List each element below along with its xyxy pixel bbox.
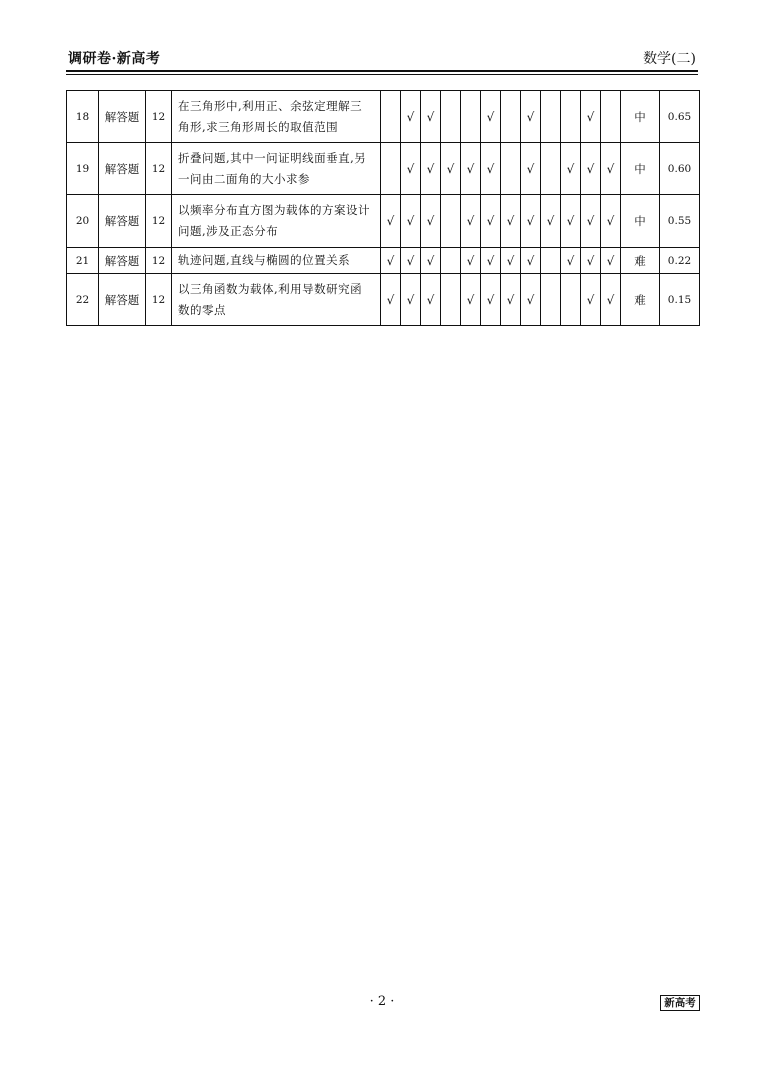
check-cell: √ <box>461 248 481 274</box>
question-type: 解答题 <box>99 274 146 326</box>
question-number: 22 <box>67 274 99 326</box>
question-number: 20 <box>67 195 99 248</box>
header-subject: 数学(二) <box>643 51 696 67</box>
check-cell: √ <box>581 143 601 195</box>
check-cell: √ <box>401 195 421 248</box>
table-row <box>67 195 700 248</box>
analysis-table <box>66 90 700 326</box>
check-cell: √ <box>481 91 501 143</box>
check-cell <box>441 91 461 143</box>
check-cell <box>561 274 581 326</box>
check-cell: √ <box>381 274 401 326</box>
question-type: 解答题 <box>99 195 146 248</box>
question-number: 18 <box>67 91 99 143</box>
table-body <box>67 91 700 326</box>
check-cell: √ <box>581 248 601 274</box>
check-cell: √ <box>521 195 541 248</box>
check-cell: √ <box>601 248 621 274</box>
header-rule-thin <box>66 74 698 75</box>
check-cell: √ <box>601 195 621 248</box>
check-cell: √ <box>461 274 481 326</box>
check-cell: √ <box>421 248 441 274</box>
question-score: 12 <box>146 248 172 274</box>
question-score: 12 <box>146 91 172 143</box>
check-cell: √ <box>521 143 541 195</box>
check-cell: √ <box>401 274 421 326</box>
question-type: 解答题 <box>99 143 146 195</box>
check-cell: √ <box>521 274 541 326</box>
check-cell <box>381 91 401 143</box>
check-cell: √ <box>501 274 521 326</box>
check-cell: √ <box>481 195 501 248</box>
question-description: 在三角形中,利用正、余弦定理解三角形,求三角形周长的取值范围 <box>172 91 381 143</box>
check-cell: √ <box>381 195 401 248</box>
question-number: 19 <box>67 143 99 195</box>
check-cell: √ <box>581 91 601 143</box>
table-row <box>67 274 700 326</box>
page-number: · 2 · <box>369 994 395 1009</box>
check-cell: √ <box>401 143 421 195</box>
question-difficulty: 0.15 <box>660 274 700 326</box>
check-cell <box>541 143 561 195</box>
check-cell: √ <box>521 248 541 274</box>
check-cell: √ <box>401 248 421 274</box>
check-cell <box>501 91 521 143</box>
check-cell <box>541 91 561 143</box>
check-cell <box>441 248 461 274</box>
question-score: 12 <box>146 143 172 195</box>
check-cell <box>441 274 461 326</box>
check-cell <box>441 195 461 248</box>
question-score: 12 <box>146 274 172 326</box>
check-cell: √ <box>501 248 521 274</box>
header-title: 调研卷·新高考 <box>68 51 161 67</box>
check-cell: √ <box>421 195 441 248</box>
question-number: 21 <box>67 248 99 274</box>
question-level: 中 <box>621 143 660 195</box>
check-cell: √ <box>541 195 561 248</box>
check-cell: √ <box>601 143 621 195</box>
check-cell <box>601 91 621 143</box>
question-type: 解答题 <box>99 248 146 274</box>
question-level: 中 <box>621 91 660 143</box>
check-cell: √ <box>401 91 421 143</box>
question-score: 12 <box>146 195 172 248</box>
question-description: 折叠问题,其中一问证明线面垂直,另一问由二面角的大小求参 <box>172 143 381 195</box>
table-row <box>67 91 700 143</box>
check-cell: √ <box>561 248 581 274</box>
check-cell: √ <box>441 143 461 195</box>
question-level: 中 <box>621 195 660 248</box>
question-difficulty: 0.60 <box>660 143 700 195</box>
table-row <box>67 248 700 274</box>
check-cell: √ <box>581 195 601 248</box>
check-cell: √ <box>421 274 441 326</box>
question-difficulty: 0.55 <box>660 195 700 248</box>
check-cell: √ <box>381 248 401 274</box>
check-cell: √ <box>521 91 541 143</box>
check-cell: √ <box>481 248 501 274</box>
check-cell: √ <box>601 274 621 326</box>
question-type: 解答题 <box>99 91 146 143</box>
check-cell <box>541 274 561 326</box>
footer-badge: 新高考 <box>660 995 700 1011</box>
check-cell: √ <box>421 91 441 143</box>
check-cell: √ <box>561 143 581 195</box>
question-difficulty: 0.22 <box>660 248 700 274</box>
check-cell <box>381 143 401 195</box>
page-header <box>66 48 698 68</box>
check-cell: √ <box>501 195 521 248</box>
check-cell <box>501 143 521 195</box>
check-cell: √ <box>561 195 581 248</box>
question-level: 难 <box>621 274 660 326</box>
question-description: 以频率分布直方图为载体的方案设计问题,涉及正态分布 <box>172 195 381 248</box>
table-row <box>67 143 700 195</box>
check-cell <box>461 91 481 143</box>
check-cell <box>541 248 561 274</box>
check-cell: √ <box>421 143 441 195</box>
check-cell: √ <box>461 195 481 248</box>
check-cell <box>561 91 581 143</box>
header-rule-thick <box>66 70 698 72</box>
question-description: 轨迹问题,直线与椭圆的位置关系 <box>172 248 381 274</box>
question-level: 难 <box>621 248 660 274</box>
check-cell: √ <box>481 143 501 195</box>
question-description: 以三角函数为载体,利用导数研究函数的零点 <box>172 274 381 326</box>
question-difficulty: 0.65 <box>660 91 700 143</box>
check-cell: √ <box>581 274 601 326</box>
check-cell: √ <box>461 143 481 195</box>
check-cell: √ <box>481 274 501 326</box>
